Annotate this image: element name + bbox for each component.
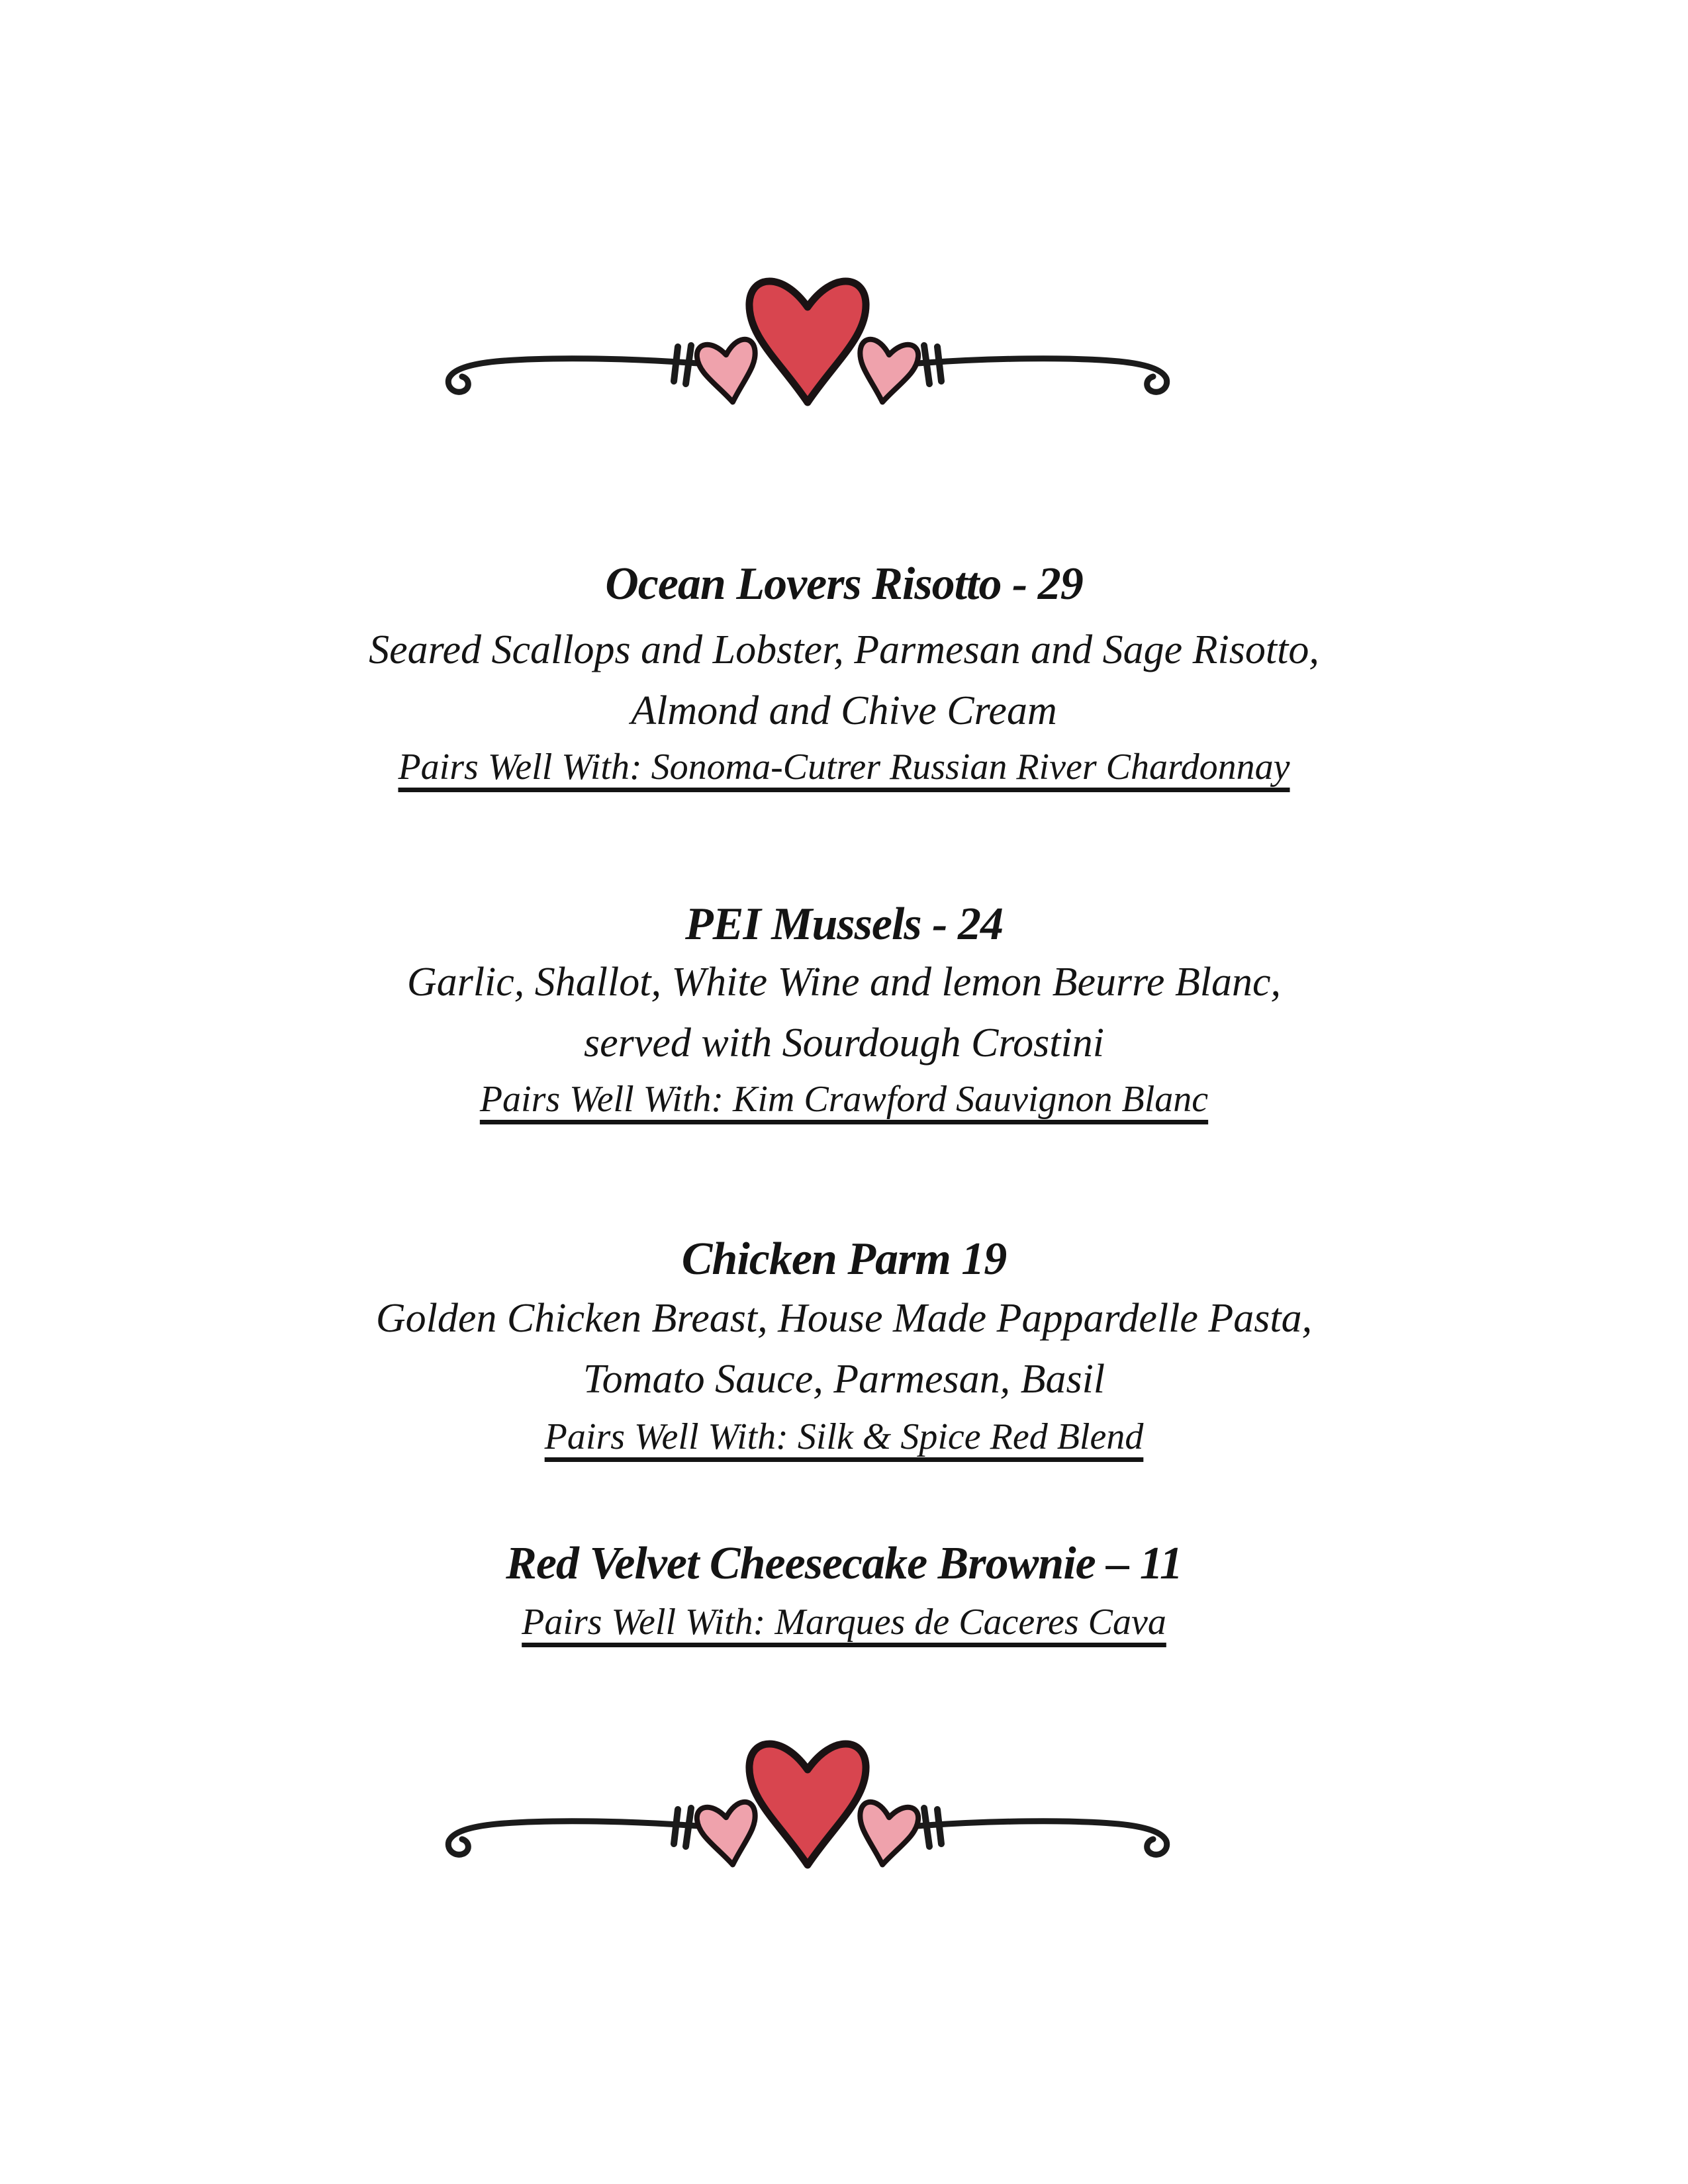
menu-item-description-line: Garlic, Shallot, White Wine and lemon Beurre Blanc, [406, 960, 1282, 1005]
menu-item-title: PEI Mussels - 24 [685, 899, 1003, 950]
small-heart-right-icon [853, 1801, 919, 1869]
menu-item-title: Ocean Lovers Risotto - 29 [605, 559, 1083, 610]
heart-divider-bottom [430, 1725, 1185, 1884]
small-heart-right-icon [853, 338, 919, 406]
flourish-line-right [894, 1808, 1167, 1854]
menu-item-description-line: served with Sourdough Crostini [584, 1021, 1104, 1066]
large-heart-icon [749, 1744, 866, 1865]
flourish-line-left [448, 1808, 722, 1854]
flourish-line-right [894, 345, 1167, 392]
menu-item-description-line: Almond and Chive Cream [631, 688, 1057, 733]
menu-item-description-line: Tomato Sauce, Parmesan, Basil [583, 1357, 1105, 1402]
heart-divider-top [430, 262, 1185, 421]
menu-item-description-line: Seared Scallops and Lobster, Parmesan and Sage Risotto, [369, 627, 1319, 672]
small-heart-left-icon [696, 1801, 762, 1869]
small-heart-left-icon [696, 338, 762, 406]
menu-item-description-line: Golden Chicken Breast, House Made Pappardelle Pasta, [375, 1296, 1313, 1341]
wine-pairing: Pairs Well With: Sonoma-Cutrer Russian River Chardonnay [398, 747, 1290, 788]
large-heart-icon [749, 281, 866, 402]
wine-pairing: Pairs Well With: Kim Crawford Sauvignon Blanc [479, 1079, 1209, 1120]
wine-pairing: Pairs Well With: Silk & Spice Red Blend [544, 1416, 1144, 1457]
flourish-line-left [448, 345, 722, 392]
menu-item-title: Chicken Parm 19 [681, 1234, 1007, 1285]
wine-pairing: Pairs Well With: Marques de Caceres Cava [522, 1602, 1166, 1643]
menu-item-title: Red Velvet Cheesecake Brownie – 11 [506, 1538, 1182, 1589]
